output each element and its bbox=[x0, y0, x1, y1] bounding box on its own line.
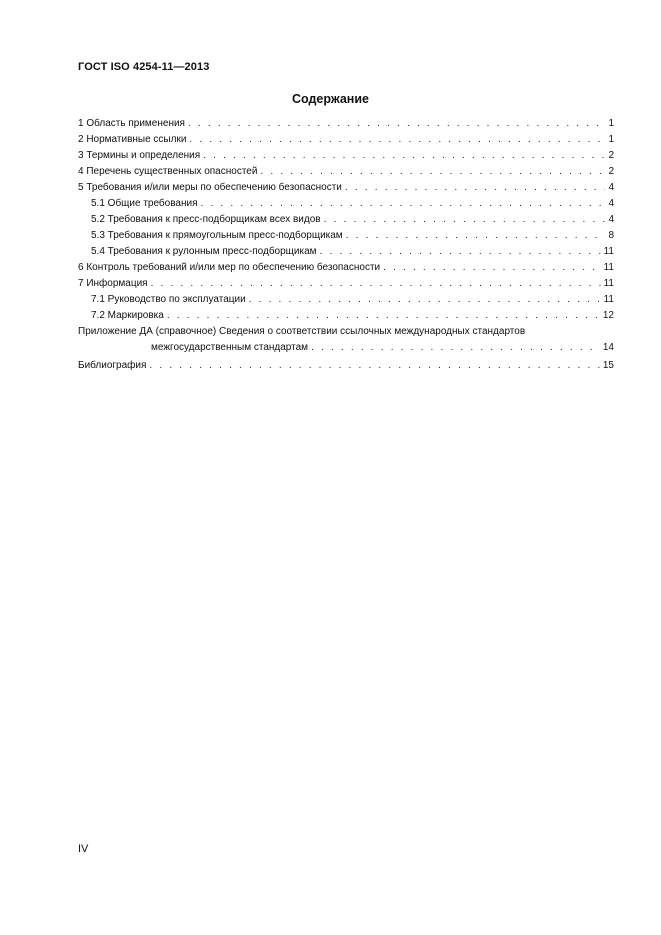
leader-dots bbox=[260, 166, 605, 177]
toc-page: 1 bbox=[608, 134, 614, 145]
toc-label: 1 Область применения bbox=[78, 118, 185, 129]
toc-page: 2 bbox=[608, 150, 614, 161]
toc-bibliography[interactable] bbox=[78, 360, 614, 376]
leader-dots bbox=[189, 134, 605, 145]
toc-page: 11 bbox=[603, 262, 614, 273]
leader-dots bbox=[167, 310, 600, 321]
toc-label: 7 Информация bbox=[78, 278, 148, 289]
leader-dots bbox=[188, 118, 605, 129]
toc-row[interactable] bbox=[78, 246, 614, 262]
toc-row[interactable] bbox=[78, 118, 614, 134]
toc-page: 14 bbox=[602, 342, 614, 353]
leader-dots bbox=[345, 182, 606, 193]
toc-label: 5.3 Требования к прямоугольным пресс-подборщикам bbox=[91, 230, 343, 241]
toc-page: 2 bbox=[608, 166, 614, 177]
toc-row[interactable] bbox=[78, 166, 614, 182]
toc-page: 8 bbox=[608, 230, 614, 241]
toc-label: 6 Контроль требований и/или мер по обеспечению безопасности bbox=[78, 262, 381, 273]
toc-row[interactable] bbox=[78, 150, 614, 166]
toc-page: 1 bbox=[608, 118, 614, 129]
toc-label: 7.2 Маркировка bbox=[91, 310, 164, 321]
toc-label: 2 Нормативные ссылки bbox=[78, 134, 187, 145]
table-of-contents bbox=[78, 118, 614, 376]
toc-label: 5.4 Требования к рулонным пресс-подборщикам bbox=[91, 246, 317, 257]
toc-label: 4 Перечень существенных опасностей bbox=[78, 166, 258, 177]
leader-dots bbox=[320, 246, 601, 257]
toc-page: 15 bbox=[602, 360, 614, 371]
toc-row[interactable] bbox=[78, 198, 614, 214]
toc-row[interactable] bbox=[78, 310, 614, 326]
leader-dots bbox=[383, 262, 601, 273]
toc-page: 4 bbox=[608, 198, 614, 209]
toc-label: 5.2 Требования к пресс-подборщикам всех видов bbox=[91, 214, 321, 225]
toc-row[interactable] bbox=[78, 134, 614, 150]
annex-title-line2: межгосударственным стандартам bbox=[151, 342, 309, 353]
leader-dots bbox=[201, 198, 606, 209]
toc-label: 5.1 Общие требования bbox=[91, 198, 198, 209]
toc-label: 7.1 Руководство по эксплуатации bbox=[91, 294, 246, 305]
toc-page: 4 bbox=[608, 182, 614, 193]
annex-title-line1: Приложение ДА (справочное) Сведения о соответствии ссылочных международных стандартов bbox=[78, 326, 526, 337]
toc-page: 12 bbox=[602, 310, 614, 321]
toc-row[interactable] bbox=[78, 214, 614, 230]
toc-row[interactable] bbox=[78, 294, 614, 310]
toc-label: 5 Требования и/или меры по обеспечению безопасности bbox=[78, 182, 342, 193]
toc-label: 3 Термины и определения bbox=[78, 150, 201, 161]
toc-label: Библиография bbox=[78, 360, 147, 371]
leader-dots bbox=[311, 342, 600, 353]
toc-row[interactable] bbox=[78, 278, 614, 294]
leader-dots bbox=[346, 230, 606, 241]
leader-dots bbox=[203, 150, 605, 161]
leader-dots bbox=[151, 278, 601, 289]
page-number: IV bbox=[78, 843, 89, 855]
toc-row[interactable] bbox=[78, 182, 614, 198]
document-id: ГОСТ ISO 4254-11—2013 bbox=[78, 61, 210, 73]
leader-dots bbox=[149, 360, 599, 371]
toc-page: 11 bbox=[603, 294, 614, 305]
toc-page: 11 bbox=[603, 246, 614, 257]
toc-row[interactable] bbox=[78, 230, 614, 246]
toc-annex[interactable] bbox=[78, 326, 614, 360]
leader-dots bbox=[249, 294, 601, 305]
leader-dots bbox=[324, 214, 606, 225]
page-title: Содержание bbox=[291, 92, 369, 106]
toc-row[interactable] bbox=[78, 262, 614, 278]
toc-page: 4 bbox=[608, 214, 614, 225]
toc-page: 11 bbox=[603, 278, 614, 289]
